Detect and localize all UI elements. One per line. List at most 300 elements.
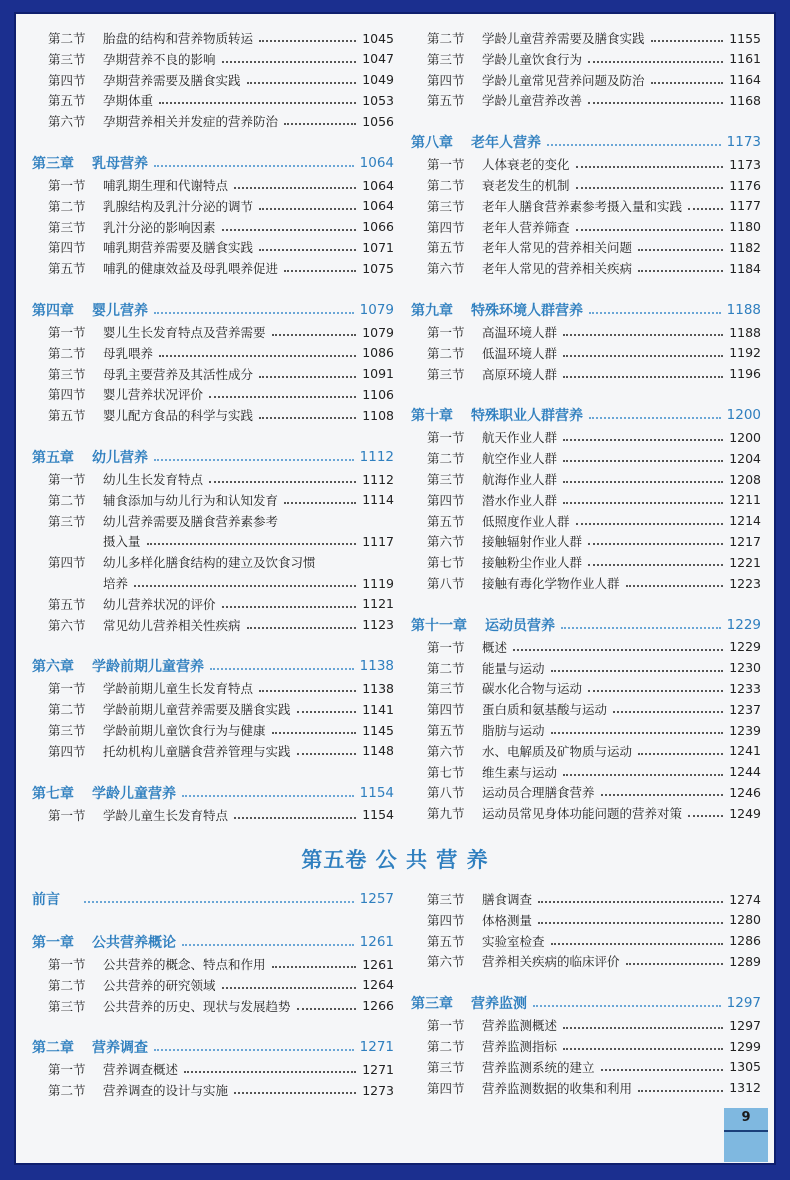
toc-section-entry[interactable] xyxy=(32,90,394,110)
dot-leader xyxy=(588,564,723,566)
toc-section-entry[interactable] xyxy=(411,511,761,531)
dot-leader xyxy=(259,417,356,419)
page-number-ref: 1173 xyxy=(729,156,761,172)
dot-leader xyxy=(222,606,357,608)
section-title: 能量与运动 xyxy=(482,660,545,676)
section-number: 第一节 xyxy=(427,325,465,340)
toc-section-entry[interactable] xyxy=(32,1080,394,1100)
page-number-ref: 1229 xyxy=(729,639,761,655)
page-number-ref: 1280 xyxy=(729,912,761,928)
chapter-title: 学龄前期儿童营养 xyxy=(92,659,204,676)
toc-section-entry[interactable] xyxy=(32,699,394,719)
toc-chapter-entry[interactable] xyxy=(32,153,394,173)
toc-section-entry[interactable] xyxy=(411,49,761,69)
section-number: 第四节 xyxy=(427,912,465,928)
toc-section-entry[interactable] xyxy=(411,322,761,342)
dot-leader xyxy=(184,1071,356,1073)
toc-section-entry[interactable] xyxy=(32,954,394,974)
section-number: 第一节 xyxy=(48,472,86,487)
dot-leader xyxy=(576,523,724,525)
dot-leader xyxy=(297,1008,357,1010)
dot-leader xyxy=(638,753,723,755)
section-title: 维生素与运动 xyxy=(482,764,558,780)
dot-leader xyxy=(234,817,356,819)
page-number-ref: 1188 xyxy=(729,324,761,340)
page-number-ref: 1180 xyxy=(729,219,761,235)
dot-leader xyxy=(284,123,356,125)
dot-leader xyxy=(588,61,723,63)
section-number: 第四节 xyxy=(427,219,465,235)
toc-section-entry[interactable] xyxy=(411,217,761,237)
dot-leader xyxy=(547,144,721,146)
dot-leader xyxy=(259,208,356,210)
section-title: 哺乳期生理和代谢特点 xyxy=(103,178,229,193)
section-title: 胎盘的结构和营养物质转运 xyxy=(103,31,254,46)
section-title: 学龄前期儿童生长发育特点 xyxy=(103,681,254,697)
section-number: 第五节 xyxy=(427,723,465,738)
section-number: 第五节 xyxy=(427,93,465,109)
toc-section-entry[interactable] xyxy=(411,931,761,951)
page-number-ref: 1266 xyxy=(362,998,394,1014)
page-number-ref: 1045 xyxy=(362,30,394,46)
chapter-title: 特殊环境人群营养 xyxy=(471,303,583,319)
section-title: 哺乳的健康效益及母乳喂养促进 xyxy=(103,261,279,277)
toc-chapter-entry[interactable] xyxy=(411,132,761,152)
dot-leader xyxy=(272,334,357,336)
toc-chapter-entry[interactable] xyxy=(411,615,761,635)
page-number-ref: 1056 xyxy=(362,113,394,129)
section-title: 航天作业人群 xyxy=(482,430,558,446)
section-title: 辅食添加与幼儿行为和认知发育 xyxy=(103,492,279,508)
section-title: 营养监测指标 xyxy=(482,1039,558,1054)
section-title: 孕期营养需要及膳食实践 xyxy=(103,72,241,88)
toc-section-entry[interactable] xyxy=(32,196,394,216)
section-number: 第一节 xyxy=(48,178,86,193)
toc-section-entry[interactable] xyxy=(411,637,761,657)
toc-section-entry[interactable] xyxy=(411,678,761,698)
section-title: 哺乳期营养需要及膳食实践 xyxy=(103,240,254,256)
section-title: 衰老发生的机制 xyxy=(482,178,570,193)
toc-section-entry[interactable] xyxy=(32,996,394,1016)
section-title: 人体衰老的变化 xyxy=(482,157,570,173)
toc-chapter-entry[interactable] xyxy=(32,656,394,676)
dot-leader xyxy=(259,40,356,42)
toc-section-entry[interactable] xyxy=(32,720,394,740)
dot-leader xyxy=(601,794,724,796)
page-number-ref: 1233 xyxy=(729,680,761,696)
dot-leader xyxy=(688,815,723,817)
dot-leader xyxy=(154,165,354,167)
page-number-ref: 1064 xyxy=(362,177,394,193)
volume-heading: 第五卷 公 共 营 养 xyxy=(301,848,489,872)
section-number: 第三节 xyxy=(427,366,465,382)
section-title: 运动员合理膳食营养 xyxy=(482,785,595,801)
chapter-number: 第十章 xyxy=(411,408,453,425)
page-number: 9 xyxy=(741,1110,751,1125)
toc-section-entry[interactable] xyxy=(411,28,761,48)
toc-section-entry[interactable] xyxy=(32,594,394,614)
section-number: 第三节 xyxy=(427,1059,465,1075)
section-title: 营养相关疾病的临床评价 xyxy=(482,954,620,970)
section-number: 第二节 xyxy=(427,178,465,193)
page-number-ref: 1208 xyxy=(729,471,761,487)
dot-leader xyxy=(626,585,724,587)
chapter-title: 公共营养概论 xyxy=(92,935,176,951)
dot-leader xyxy=(259,376,356,378)
page-number-ref: 1184 xyxy=(729,260,761,276)
section-title: 运动员常见身体功能问题的营养对策 xyxy=(482,806,683,822)
dot-leader xyxy=(688,208,723,210)
dot-leader xyxy=(551,732,724,734)
section-title: 摄入量 xyxy=(103,534,141,550)
toc-section-entry[interactable] xyxy=(411,469,761,489)
page-number-ref: 1112 xyxy=(362,471,394,487)
chapter-number: 第九章 xyxy=(411,303,453,319)
toc-chapter-entry[interactable] xyxy=(411,993,761,1013)
section-title: 公共营养的研究领域 xyxy=(103,977,216,993)
dot-leader xyxy=(551,943,724,945)
section-number: 第二节 xyxy=(48,492,86,508)
toc-section-entry[interactable] xyxy=(32,343,394,363)
page-number-ref: 1271 xyxy=(359,1039,394,1056)
dot-leader xyxy=(247,82,357,84)
page-number-ref: 1154 xyxy=(362,807,394,823)
dot-leader xyxy=(234,1092,356,1094)
toc-section-entry[interactable] xyxy=(411,1015,761,1035)
section-number: 第二节 xyxy=(427,1039,465,1054)
chapter-number: 第五章 xyxy=(32,450,74,466)
toc-section-entry[interactable] xyxy=(411,658,761,678)
section-title: 托幼机构儿童膳食营养管理与实践 xyxy=(103,743,291,759)
section-number: 第六节 xyxy=(48,114,86,130)
toc-section-entry[interactable] xyxy=(411,490,761,510)
dot-leader xyxy=(147,543,357,545)
dot-leader xyxy=(209,396,356,398)
section-title: 学龄儿童常见营养问题及防治 xyxy=(482,72,645,88)
dot-leader xyxy=(182,795,354,797)
section-number: 第一节 xyxy=(427,430,465,446)
page-number-ref: 1148 xyxy=(362,743,394,759)
toc-section-entry[interactable] xyxy=(411,910,761,930)
section-title: 婴儿配方食品的科学与实践 xyxy=(103,408,254,424)
dot-leader xyxy=(563,1048,723,1050)
chapter-number: 第八章 xyxy=(411,135,453,152)
toc-section-entry[interactable] xyxy=(411,889,761,909)
section-number: 第五节 xyxy=(427,513,465,529)
page-number-ref: 1312 xyxy=(729,1080,761,1096)
toc-section-entry[interactable] xyxy=(411,741,761,761)
page-number-ref: 1239 xyxy=(729,722,761,738)
toc-section-entry[interactable] xyxy=(411,803,761,823)
toc-section-entry[interactable] xyxy=(32,28,394,48)
page-number-ref: 1273 xyxy=(362,1082,394,1098)
toc-section-entry[interactable] xyxy=(32,70,394,90)
dot-leader xyxy=(513,649,723,651)
toc-section-entry[interactable] xyxy=(32,49,394,69)
toc-section-entry[interactable] xyxy=(411,196,761,216)
section-number: 第四节 xyxy=(427,1080,465,1096)
section-number: 第五节 xyxy=(427,933,465,949)
page-number-ref: 1241 xyxy=(729,743,761,759)
page-number-ref: 1117 xyxy=(362,533,394,549)
page-number-ref: 1274 xyxy=(729,891,761,907)
section-title: 营养调查概述 xyxy=(103,1062,179,1078)
dot-leader xyxy=(538,901,723,903)
section-number: 第二节 xyxy=(48,977,86,993)
dot-leader xyxy=(576,229,724,231)
toc-section-entry[interactable] xyxy=(411,343,761,363)
chapter-number: 第七章 xyxy=(32,785,74,802)
toc-section-entry[interactable] xyxy=(411,1057,761,1077)
section-number: 第六节 xyxy=(427,954,465,970)
toc-section-entry[interactable] xyxy=(32,615,394,635)
toc-section-entry[interactable] xyxy=(32,405,394,425)
page-number-ref: 1261 xyxy=(359,934,394,950)
chapter-number: 前言 xyxy=(32,892,60,908)
toc-section-entry[interactable] xyxy=(32,552,394,572)
toc-chapter-entry[interactable] xyxy=(32,447,394,467)
toc-section-entry[interactable] xyxy=(411,427,761,447)
toc-section-entry[interactable] xyxy=(411,364,761,384)
toc-section-entry[interactable] xyxy=(411,782,761,802)
section-title: 学龄前期儿童饮食行为与健康 xyxy=(103,723,266,738)
toc-chapter-entry[interactable] xyxy=(32,932,394,952)
toc-section-entry[interactable] xyxy=(32,975,394,995)
dot-leader xyxy=(638,249,723,251)
section-number: 第一节 xyxy=(48,1062,86,1078)
section-number: 第二节 xyxy=(427,451,465,467)
toc-section-entry[interactable] xyxy=(32,573,394,593)
section-number: 第三节 xyxy=(48,51,86,67)
section-number: 第四节 xyxy=(48,555,86,571)
page-number-ref: 1053 xyxy=(362,92,394,108)
section-title: 营养监测概述 xyxy=(482,1018,558,1034)
toc-section-entry[interactable] xyxy=(32,511,394,531)
toc-section-entry[interactable] xyxy=(32,678,394,698)
page-number-ref: 1066 xyxy=(362,219,394,235)
section-title: 膳食调查 xyxy=(482,892,533,907)
section-number: 第九节 xyxy=(427,806,465,822)
toc-section-entry[interactable] xyxy=(32,258,394,278)
section-title: 母乳主要营养及其活性成分 xyxy=(103,366,254,382)
toc-section-entry[interactable] xyxy=(32,175,394,195)
page-number-ref: 1297 xyxy=(729,1017,761,1033)
section-number: 第一节 xyxy=(48,325,86,340)
section-number: 第三节 xyxy=(427,198,465,214)
toc-chapter-entry[interactable] xyxy=(32,1037,394,1057)
dot-leader xyxy=(601,1069,724,1071)
chapter-number: 第二章 xyxy=(32,1040,74,1057)
toc-section-entry[interactable] xyxy=(32,217,394,237)
section-title: 实验室检查 xyxy=(482,933,545,949)
section-title: 接触有毒化学物作业人群 xyxy=(482,576,620,591)
section-title: 营养调查的设计与实施 xyxy=(103,1083,229,1099)
chapter-title: 老年人营养 xyxy=(471,135,541,152)
section-title: 概述 xyxy=(482,639,508,655)
dot-leader xyxy=(284,270,356,272)
section-title: 接触粉尘作业人群 xyxy=(482,555,583,571)
section-title: 高原环境人群 xyxy=(482,366,558,382)
toc-page xyxy=(14,12,776,1165)
toc-section-entry[interactable] xyxy=(411,1078,761,1098)
page-number-ref: 1246 xyxy=(729,784,761,800)
page-number-ref: 1138 xyxy=(362,680,394,696)
dot-leader xyxy=(638,270,723,272)
section-number: 第二节 xyxy=(427,660,465,676)
dot-leader xyxy=(234,187,356,189)
page-number-ref: 1064 xyxy=(362,198,394,214)
toc-chapter-entry[interactable] xyxy=(32,889,394,909)
page-number-ref: 1289 xyxy=(729,953,761,969)
section-number: 第五节 xyxy=(427,240,465,256)
section-title: 老年人常见的营养相关疾病 xyxy=(482,261,633,277)
section-number: 第五节 xyxy=(48,261,86,277)
toc-section-entry[interactable] xyxy=(411,175,761,195)
toc-chapter-entry[interactable] xyxy=(411,405,761,425)
chapter-title: 乳母营养 xyxy=(92,156,148,172)
toc-section-entry[interactable] xyxy=(32,741,394,761)
dot-leader xyxy=(588,690,723,692)
dot-leader xyxy=(247,627,357,629)
section-title: 营养监测系统的建立 xyxy=(482,1059,595,1075)
section-number: 第四节 xyxy=(48,387,86,403)
dot-leader xyxy=(272,732,357,734)
section-title: 幼儿多样化膳食结构的建立及饮食习惯 xyxy=(103,555,316,571)
toc-section-entry[interactable] xyxy=(411,720,761,740)
dot-leader xyxy=(272,966,357,968)
dot-leader xyxy=(551,670,724,672)
section-number: 第三节 xyxy=(48,513,86,529)
toc-section-entry[interactable] xyxy=(32,364,394,384)
section-title: 学龄儿童营养需要及膳食实践 xyxy=(482,31,645,46)
page-number-ref: 1049 xyxy=(362,72,394,88)
toc-section-entry[interactable] xyxy=(32,490,394,510)
page-number-ref: 1204 xyxy=(729,450,761,466)
chapter-number: 第一章 xyxy=(32,935,74,951)
toc-section-entry[interactable] xyxy=(411,699,761,719)
dot-leader xyxy=(651,40,724,42)
section-number: 第一节 xyxy=(48,681,86,697)
page-number-ref: 1121 xyxy=(362,596,394,612)
dot-leader xyxy=(563,1027,723,1029)
page-number-ref: 1286 xyxy=(729,933,761,949)
toc-section-entry[interactable] xyxy=(32,805,394,825)
toc-section-entry[interactable] xyxy=(411,531,761,551)
toc-section-entry[interactable] xyxy=(411,70,761,90)
toc-section-entry[interactable] xyxy=(32,322,394,342)
section-title: 学龄儿童营养改善 xyxy=(482,93,583,109)
page-number-ref: 1237 xyxy=(729,701,761,717)
page-number-ref: 1141 xyxy=(362,701,394,717)
toc-section-entry[interactable] xyxy=(32,237,394,257)
page-number-ref: 1119 xyxy=(362,575,394,591)
page-number-ref: 1106 xyxy=(362,386,394,402)
dot-leader xyxy=(563,439,723,441)
toc-section-entry[interactable] xyxy=(411,573,761,593)
toc-section-entry[interactable] xyxy=(411,154,761,174)
section-number: 第二节 xyxy=(48,345,86,361)
dot-leader xyxy=(182,944,354,946)
page-number-ref: 1071 xyxy=(362,239,394,255)
toc-section-entry[interactable] xyxy=(411,552,761,572)
section-number: 第四节 xyxy=(427,492,465,508)
dot-leader xyxy=(154,312,354,314)
toc-section-entry[interactable] xyxy=(411,237,761,257)
toc-section-entry[interactable] xyxy=(32,469,394,489)
toc-section-entry[interactable] xyxy=(411,90,761,110)
dot-leader xyxy=(259,249,356,251)
section-number: 第一节 xyxy=(427,639,465,655)
section-number: 第二节 xyxy=(48,702,86,718)
page-number-ref: 1200 xyxy=(726,407,761,424)
toc-chapter-entry[interactable] xyxy=(32,783,394,803)
section-number: 第二节 xyxy=(427,31,465,46)
dot-leader xyxy=(154,459,354,461)
page-number-ref: 1164 xyxy=(729,72,761,88)
page-number-ref: 1211 xyxy=(729,492,761,508)
page-number-ref: 1112 xyxy=(359,449,394,465)
section-number: 第三节 xyxy=(427,681,465,697)
section-number: 第六节 xyxy=(427,261,465,277)
page-number-ref: 1214 xyxy=(729,513,761,529)
section-number: 第六节 xyxy=(427,743,465,759)
section-title: 母乳喂养 xyxy=(103,345,154,361)
section-number: 第三节 xyxy=(48,723,86,738)
dot-leader xyxy=(209,481,356,483)
toc-section-entry[interactable] xyxy=(411,258,761,278)
page-number-ref: 1173 xyxy=(726,134,761,151)
section-number: 第三节 xyxy=(427,892,465,907)
section-title: 培养 xyxy=(103,576,129,591)
toc-section-entry[interactable] xyxy=(411,951,761,971)
section-title: 潜水作业人群 xyxy=(482,492,558,508)
page-number-ref: 1155 xyxy=(729,30,761,46)
page-number-ref: 1154 xyxy=(359,784,394,801)
page-number-ref: 1192 xyxy=(729,345,761,361)
section-number: 第三节 xyxy=(48,219,86,235)
toc-section-entry[interactable] xyxy=(411,762,761,782)
dot-leader xyxy=(134,585,356,587)
toc-chapter-entry[interactable] xyxy=(32,300,394,320)
dot-leader xyxy=(284,502,356,504)
section-title: 婴儿生长发育特点及营养需要 xyxy=(103,325,266,340)
page-number-ref: 1188 xyxy=(726,302,761,318)
dot-leader xyxy=(159,102,356,104)
toc-section-entry[interactable] xyxy=(411,1036,761,1056)
toc-section-entry[interactable] xyxy=(32,111,394,131)
page-number-ref: 1161 xyxy=(729,51,761,67)
toc-section-entry[interactable] xyxy=(32,384,394,404)
toc-section-entry[interactable] xyxy=(32,531,394,551)
dot-leader xyxy=(84,901,354,903)
chapter-number: 第六章 xyxy=(32,659,74,676)
page-number-ref: 1221 xyxy=(729,554,761,570)
dot-leader xyxy=(297,711,357,713)
toc-chapter-entry[interactable] xyxy=(411,300,761,320)
section-title: 乳腺结构及乳汁分泌的调节 xyxy=(103,198,254,214)
section-title: 幼儿营养状况的评价 xyxy=(103,596,216,612)
toc-section-entry[interactable] xyxy=(32,1059,394,1079)
section-title: 航海作业人群 xyxy=(482,472,558,487)
page-number-ref: 1200 xyxy=(729,429,761,445)
section-title: 乳汁分泌的影响因素 xyxy=(103,219,216,235)
section-title: 公共营养的历史、现状与发展趋势 xyxy=(103,998,291,1014)
section-number: 第四节 xyxy=(48,240,86,256)
toc-section-entry[interactable] xyxy=(411,448,761,468)
dot-leader xyxy=(222,61,357,63)
dot-leader xyxy=(259,690,356,692)
section-number: 第五节 xyxy=(48,408,86,424)
